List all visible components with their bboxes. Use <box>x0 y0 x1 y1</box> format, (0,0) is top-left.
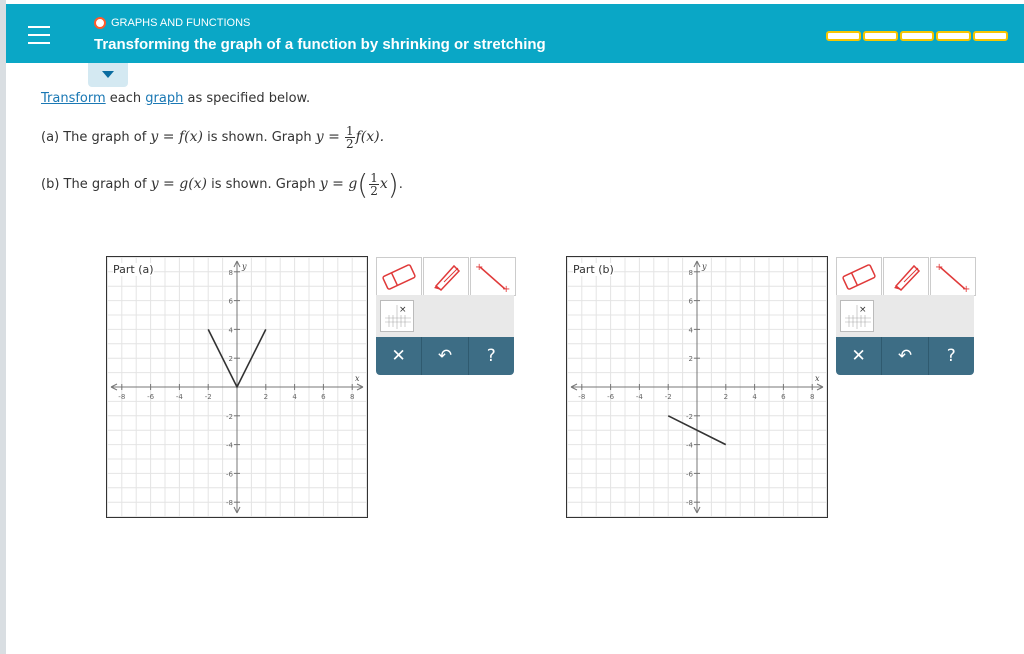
y-tick-label: 4 <box>228 326 233 335</box>
x-tick-label: -2 <box>664 393 672 401</box>
y-tick-label: 6 <box>228 297 233 306</box>
progress-segment <box>900 31 935 41</box>
fraction-denominator: 2 <box>345 137 354 151</box>
tool-mid-panel <box>836 295 974 337</box>
part-a-target-lhs: y = <box>315 129 340 145</box>
instructions-text: each <box>105 91 146 106</box>
instructions-text-end: as specified below. <box>183 91 311 106</box>
part-b-shown-text: is shown. Graph <box>207 177 320 192</box>
y-tick-label: 8 <box>688 268 693 277</box>
part-a-given-function: y = f(x) <box>150 129 203 145</box>
line-tool-button[interactable] <box>470 257 516 296</box>
y-tick-label: 6 <box>688 297 693 306</box>
clear-button[interactable]: ✕ <box>836 337 882 375</box>
x-axis-label: x <box>815 374 820 383</box>
left-edge-bar <box>0 0 6 654</box>
graph-canvas-a[interactable] <box>107 257 367 517</box>
pencil-icon <box>424 258 468 295</box>
x-tick-label: 4 <box>752 393 757 401</box>
y-tick-label: -2 <box>686 412 693 421</box>
y-tick-label: 4 <box>688 326 693 335</box>
action-bar-b <box>836 337 974 375</box>
fraction-numerator: 1 <box>370 171 378 185</box>
x-tick-label: 6 <box>321 393 326 401</box>
line-tool-button[interactable] <box>930 257 976 296</box>
y-tick-label: -8 <box>686 499 693 508</box>
progress-bar <box>826 31 1008 41</box>
eraser-icon <box>377 258 421 295</box>
y-tick-label: 2 <box>228 355 233 364</box>
pencil-tool-button[interactable] <box>423 257 469 296</box>
part-b-prefix: (b) The graph of <box>41 177 151 192</box>
grid-icon <box>381 301 413 331</box>
graph-canvas-b[interactable] <box>567 257 827 517</box>
x-tick-label: 8 <box>349 393 355 401</box>
x-tick-label: -6 <box>607 393 615 401</box>
progress-segment <box>973 31 1008 41</box>
x-tick-label: 8 <box>809 393 815 401</box>
toolbar-part-b <box>836 257 974 375</box>
topic-label <box>94 17 250 29</box>
y-axis-label: y <box>702 262 707 271</box>
grid-icon <box>841 301 873 331</box>
chevron-down-icon <box>102 71 114 78</box>
action-bar-a <box>376 337 514 375</box>
menu-icon[interactable] <box>28 26 50 46</box>
part-b-target-lhs: y = g <box>319 176 358 192</box>
svg-text:+: + <box>502 284 511 295</box>
part-b-fraction <box>369 172 379 197</box>
close-paren: ) <box>387 168 399 201</box>
fraction-denominator: 2 <box>370 184 378 198</box>
x-tick-label: 6 <box>781 393 786 401</box>
line-segment-icon <box>471 258 515 295</box>
svg-text:×: × <box>859 305 867 315</box>
line-segment-icon <box>931 258 975 295</box>
collapse-toggle-button[interactable] <box>88 63 128 87</box>
y-tick-label: 2 <box>688 355 693 364</box>
tool-mid-panel <box>376 295 514 337</box>
svg-text:+: + <box>962 284 971 295</box>
toolbar-part-a <box>376 257 514 375</box>
y-tick-label: -6 <box>226 470 233 479</box>
clear-button[interactable]: ✕ <box>376 337 422 375</box>
part-a-shown-text: is shown. Graph <box>202 130 316 145</box>
graph-label-a: Part (a) <box>113 263 154 276</box>
x-tick-label: -8 <box>118 393 126 401</box>
fraction-numerator: 1 <box>345 124 354 138</box>
topic-status-icon <box>94 17 106 29</box>
help-button[interactable]: ? <box>946 346 956 366</box>
svg-text:+: + <box>475 262 484 273</box>
part-b-end: . <box>398 177 403 192</box>
y-tick-label: 8 <box>228 268 233 277</box>
pencil-icon <box>884 258 928 295</box>
part-a-statement <box>41 125 384 150</box>
grid-toggle-button[interactable] <box>840 300 874 332</box>
part-a-target-rhs: f(x). <box>355 129 385 145</box>
topic-text: GRAPHS AND FUNCTIONS <box>111 17 251 29</box>
x-tick-label: -4 <box>175 393 183 401</box>
transform-link[interactable]: Transform <box>41 91 106 106</box>
x-tick-label: 2 <box>263 393 269 401</box>
part-a-prefix: (a) The graph of <box>41 130 151 145</box>
instructions <box>41 91 310 106</box>
y-tick-label: -4 <box>686 441 693 450</box>
svg-text:+: + <box>935 262 944 273</box>
x-axis-label: x <box>355 374 360 383</box>
header-bar <box>6 4 1024 63</box>
help-button[interactable]: ? <box>486 346 496 366</box>
graph-part-b[interactable] <box>566 256 828 518</box>
svg-text:×: × <box>399 305 407 315</box>
x-tick-label: -2 <box>204 393 212 401</box>
progress-segment <box>863 31 898 41</box>
part-b-statement <box>41 168 403 201</box>
lesson-title: Transforming the graph of a function by shrinking or stretching <box>94 36 546 53</box>
y-tick-label: -6 <box>686 470 693 479</box>
graph-label-b: Part (b) <box>573 263 614 276</box>
eraser-icon <box>837 258 881 295</box>
y-tick-label: -8 <box>226 499 233 508</box>
x-tick-label: -4 <box>635 393 643 401</box>
y-tick-label: -4 <box>226 441 233 450</box>
grid-toggle-button[interactable] <box>380 300 414 332</box>
progress-segment <box>936 31 971 41</box>
part-b-given-function: y = g(x) <box>150 176 208 192</box>
y-tick-label: -2 <box>226 412 233 421</box>
eraser-tool-button[interactable] <box>376 257 422 296</box>
y-axis-label: y <box>242 262 247 271</box>
graph-part-a[interactable] <box>106 256 368 518</box>
graph-link[interactable]: graph <box>145 91 184 106</box>
open-paren: ( <box>357 168 369 201</box>
x-tick-label: -8 <box>578 393 586 401</box>
x-tick-label: 4 <box>292 393 297 401</box>
part-b-target-x: x <box>379 176 388 192</box>
progress-segment <box>826 31 861 41</box>
undo-button[interactable]: ↶ <box>422 337 468 375</box>
part-a-fraction <box>345 125 355 150</box>
x-tick-label: 2 <box>723 393 729 401</box>
undo-button[interactable]: ↶ <box>882 337 928 375</box>
pencil-tool-button[interactable] <box>883 257 929 296</box>
eraser-tool-button[interactable] <box>836 257 882 296</box>
x-tick-label: -6 <box>147 393 155 401</box>
